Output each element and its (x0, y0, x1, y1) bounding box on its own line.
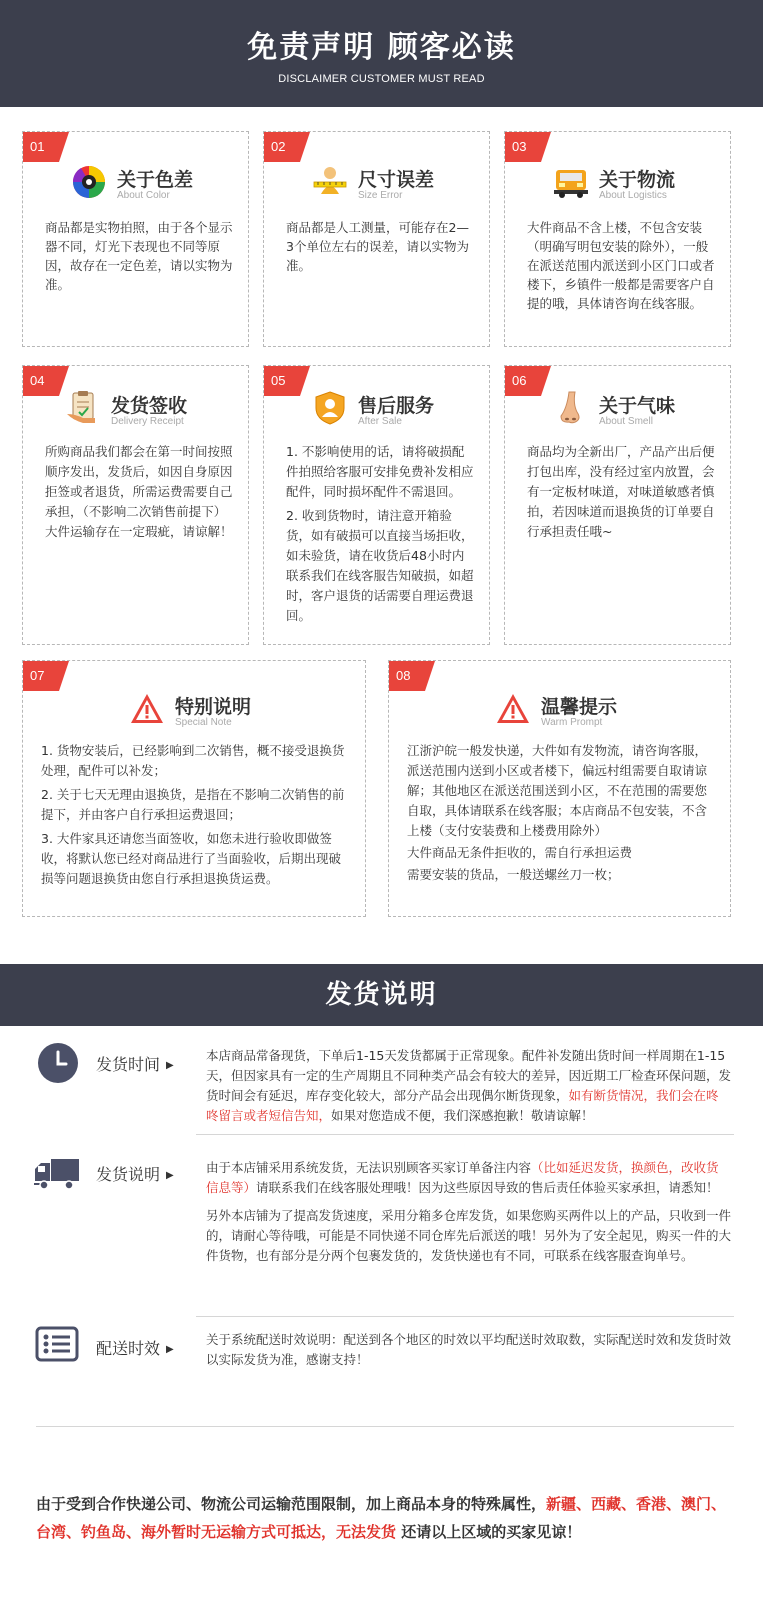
ship-text-tail: 如果对您造成不便，我们深感抱歉！敬请谅解！ (331, 1108, 594, 1123)
card-title: 温馨提示 (541, 696, 618, 718)
nose-icon (553, 390, 589, 426)
card-text: 3. 大件家具还请您当面签收，如您未进行验收即做签收，将默认您已经对商品进行了当面验收，后期出现破损等问题退换货由您自行承担退换货运费。 (41, 831, 342, 886)
ship-label-text: 发货时间 (96, 1055, 161, 1074)
card-title: 关于物流 (599, 169, 676, 191)
card-special-note (22, 660, 366, 917)
card-text: 1. 不影响使用的话，请将破损配件拍照给客服可安排免费补发相应配件，同时损坏配件不需退回。 (286, 444, 474, 499)
card-text: 江浙沪皖一般发快递，大件如有发物流，请咨询客服，派送范围内送到小区或者楼下，偏远村组需要自取请谅解；其他地区在派送范围送到小区，不在范围的需要您自取，具体请联系在线客服；本店商品不包安装，不含上楼（支付安装费和上楼费用除外） (407, 743, 708, 838)
card-number: 02 (264, 132, 300, 162)
divider (196, 1316, 734, 1317)
arrow-right-icon: ▶ (166, 1170, 174, 1181)
ship-note-text (206, 1158, 731, 1270)
card-number: 07 (23, 661, 59, 691)
card-text: 大件商品无条件拒收的，需自行承担运费 (407, 845, 633, 860)
ship-time-text (206, 1046, 731, 1130)
final-note-highlight: 新疆、西藏、香港、澳门、台湾、钓鱼岛、海外暂时无运输方式可抵达，无法发货 (36, 1495, 727, 1541)
card-subtitle: About Logistics (599, 190, 667, 201)
card-subtitle: Warm Prompt (541, 717, 603, 728)
card-number: 03 (505, 132, 541, 162)
card-title: 特别说明 (175, 696, 252, 718)
ship-label-text: 配送时效 (96, 1339, 161, 1358)
card-text: 所购商品我们都会在第一时间按照顺序发出，发货后，如因自身原因拒签或者退货，所需运费需要自己承担，（不影响二次销售前提下）大件运输存在一定瑕疵，请谅解！ (45, 444, 233, 539)
ship-text-tail: 请联系我们在线客服处理哦！因为这些原因导致的售后责任体验买家承担，请悉知！ (256, 1180, 719, 1195)
card-body (407, 741, 716, 889)
card-body (41, 741, 351, 893)
ship-text-normal: 关于系统配送时效说明：配送到各个地区的时效以平均配送时效取数，实际配送时效和发货时效以实际发货为准，感谢支持！ (206, 1332, 732, 1367)
ship-text-highlight: 如有断货情况，我们会在咚咚留言或者短信告知， (206, 1088, 719, 1123)
card-text: 2. 关于七天无理由退换货，是指在不影响二次销售的前提下，并由客户自行承担运费退回； (41, 787, 345, 822)
card-subtitle: Delivery Receipt (111, 416, 184, 427)
disclaimer-banner (0, 0, 763, 107)
tape-measure-icon (312, 164, 348, 200)
card-delivery-receipt (22, 365, 249, 645)
card-size (263, 131, 490, 347)
truck-icon (553, 164, 589, 200)
ship-label-text: 发货说明 (96, 1165, 161, 1184)
delivery-time-text (206, 1330, 731, 1374)
card-subtitle: After Sale (358, 416, 402, 427)
card-body (527, 218, 716, 317)
card-title: 尺寸误差 (358, 169, 435, 191)
page-subtitle: DISCLAIMER CUSTOMER MUST READ (278, 73, 485, 85)
color-wheel-icon (71, 164, 107, 200)
card-body (286, 218, 475, 279)
card-subtitle: About Smell (599, 416, 653, 427)
arrow-right-icon: ▶ (166, 1060, 174, 1071)
warning-icon (495, 691, 531, 727)
delivery-time-label (96, 1336, 174, 1359)
card-subtitle: Size Error (358, 190, 403, 201)
card-color (22, 131, 249, 347)
ship-text-highlight: （比如延迟发货，换颜色，改收货信息等） (206, 1160, 719, 1195)
ship-time-label (96, 1052, 174, 1075)
card-text: 商品均为全新出厂，产品产出后便打包出库，没有经过室内放置，会有一定板材味道，对味道敏感者慎拍，若因味道而退换货的订单要自行承担责任哦~ (527, 444, 715, 539)
card-subtitle: About Color (117, 190, 170, 201)
card-title: 发货签收 (111, 395, 188, 417)
final-note-tail: 还请以上区域的买家见谅！ (396, 1523, 582, 1541)
card-after-sale (263, 365, 490, 645)
card-number: 05 (264, 366, 300, 396)
restricted-regions-note (36, 1490, 736, 1546)
card-subtitle: Special Note (175, 717, 232, 728)
card-title: 关于色差 (117, 169, 194, 191)
card-body (45, 442, 234, 546)
card-text: 2. 收到货物时，请注意开箱验货，如有破损可以直接当场拒收，如未验货，请在收货后48小时内联系我们在线客服告知破损，如超时，客户退货的话需要自理运费退回。 (286, 508, 474, 623)
ship-text-normal: 另外本店铺为了提高发货速度，采用分箱多仓库发货，如果您购买两件以上的产品，只收到一件的，请耐心等待哦，可能是不同快递不同仓库先后派送的哦！另外为了安全起见，购买一件的大件货物，也有部分是分两个包裹发货的，发货快递也有不同，可联系在线客服查询单号。 (206, 1208, 732, 1263)
card-text: 需要安装的货品，一般送螺丝刀一枚； (407, 867, 620, 882)
ship-note-label (96, 1162, 174, 1185)
card-title: 关于气味 (599, 395, 676, 417)
page-title: 免责声明 顾客必读 (247, 30, 516, 65)
ship-text-normal: 本店商品常备现货，下单后1-15天发货都属于正常现象。配件补发随出货时间一样周期在1-15天，但因家具有一定的生产周期且不同种类产品会有较大的差异，因近期工厂检查环保问题，发货时间会有延迟，库存变化较大，部分产品会出现偶尔断货现象， (206, 1048, 732, 1103)
card-smell (504, 365, 731, 645)
divider (196, 1134, 734, 1135)
card-text: 1. 货物安装后，已经影响到二次销售，概不接受退换货处理，配件可以补发； (41, 743, 345, 778)
arrow-right-icon: ▶ (166, 1344, 174, 1355)
card-body (286, 442, 475, 630)
card-number: 01 (23, 132, 59, 162)
clock-icon (37, 1042, 79, 1084)
final-note-normal: 由于受到合作快递公司、物流公司运输范围限制，加上商品本身的特殊属性， (36, 1495, 547, 1513)
card-warm-prompt (388, 660, 731, 917)
card-number: 08 (389, 661, 425, 691)
divider (36, 1426, 734, 1427)
list-card-icon (35, 1326, 79, 1362)
card-logistics (504, 131, 731, 347)
clipboard-hand-icon (65, 390, 101, 426)
warning-icon (129, 691, 165, 727)
card-body (527, 442, 716, 546)
delivery-truck-icon (33, 1157, 81, 1191)
ship-text-normal: 由于本店铺采用系统发货，无法识别顾客买家订单备注内容 (206, 1160, 532, 1175)
card-body (45, 218, 234, 298)
card-text: 大件商品不含上楼，不包含安装（明确写明包安装的除外），一般在派送范围内派送到小区门口或者楼下，乡镇件一般都是需要客户自提的哦，具体请咨询在线客服。 (527, 220, 715, 311)
card-text: 商品都是实物拍照，由于各个显示器不同，灯光下表现也不同等原因，故存在一定色差，请以实物为准。 (45, 220, 233, 292)
card-number: 06 (505, 366, 541, 396)
card-title: 售后服务 (358, 395, 435, 417)
card-number: 04 (23, 366, 59, 396)
card-text: 商品都是人工测量，可能存在2—3个单位左右的误差，请以实物为准。 (286, 220, 469, 273)
shipping-section-title: 发货说明 (0, 964, 763, 1026)
shield-person-icon (312, 390, 348, 426)
